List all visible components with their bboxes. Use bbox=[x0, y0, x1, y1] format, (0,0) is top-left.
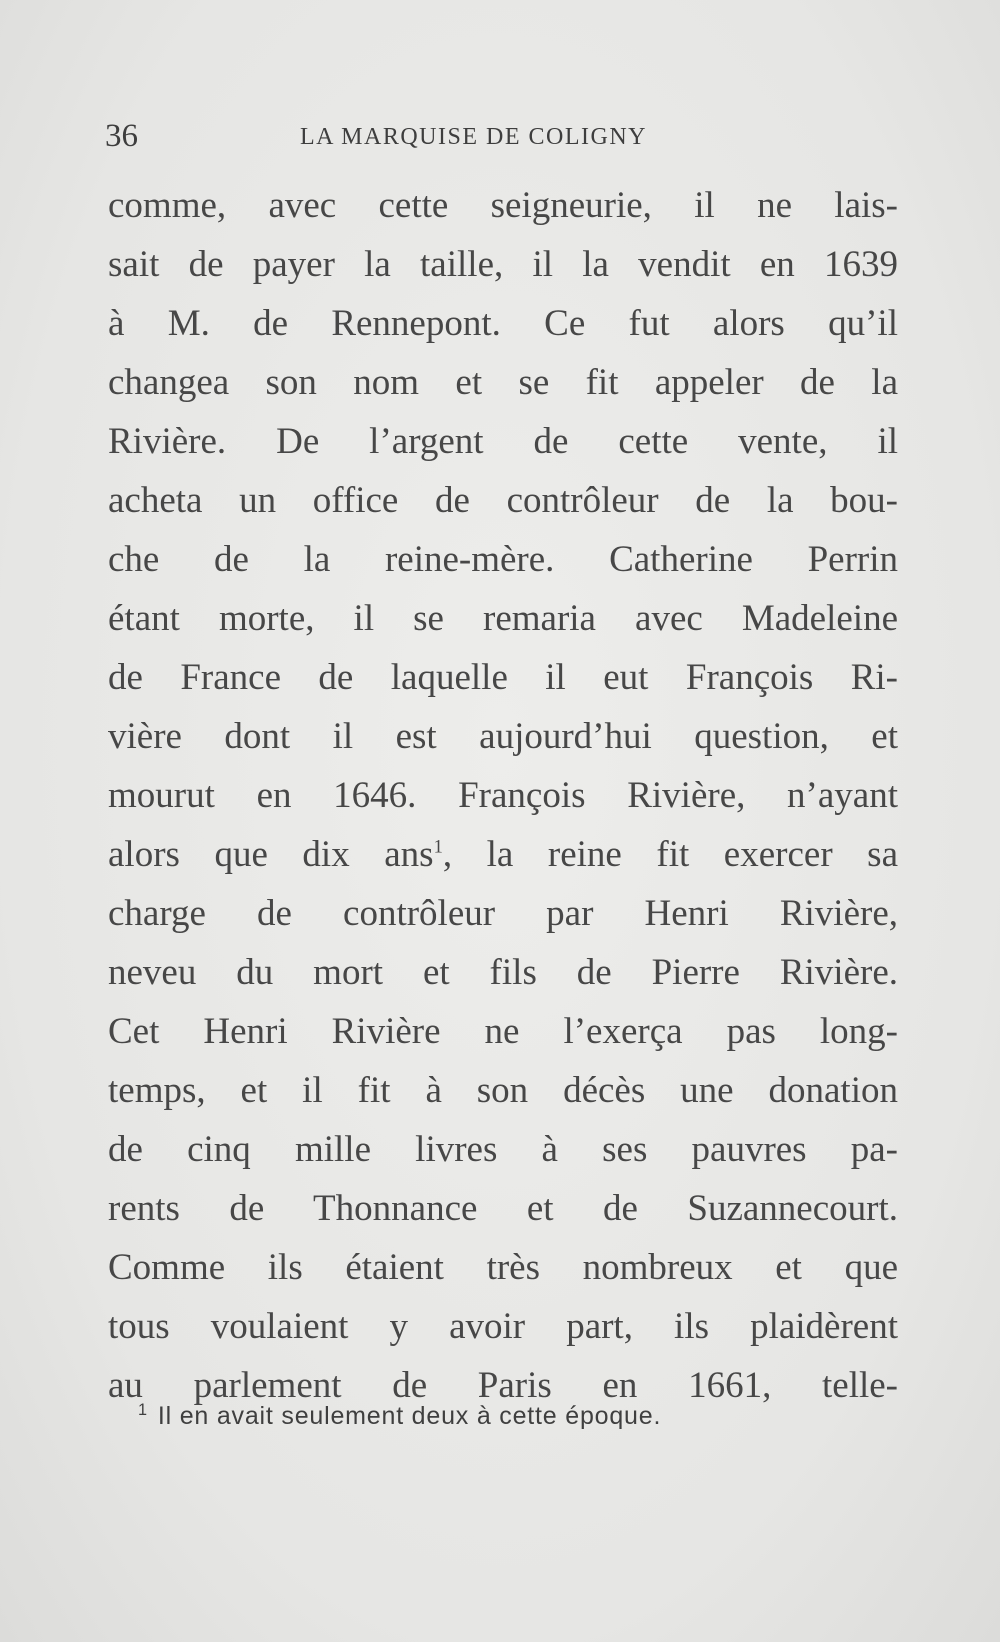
text-line: che de la reine-mère. Catherine Perrin bbox=[108, 539, 898, 580]
text-line: rents de Thonnance et de Suzannecourt. bbox=[108, 1188, 898, 1229]
running-title: LA MARQUISE DE COLIGNY bbox=[300, 124, 647, 150]
text-line: sait de payer la taille, il la vendit en 1639 bbox=[108, 244, 898, 285]
page-number: 36 bbox=[105, 118, 138, 154]
text-line: à M. de Rennepont. Ce fut alors qu’il bbox=[108, 303, 898, 344]
text-line: de France de laquelle il eut François Ri- bbox=[108, 657, 898, 698]
body-text bbox=[108, 176, 898, 1415]
footnote-reference: 1 bbox=[433, 837, 443, 858]
footnote-text: Il en avait seulement deux à cette époque. bbox=[157, 1402, 662, 1430]
text-line: Cet Henri Rivière ne l’exerça pas long- bbox=[108, 1011, 898, 1052]
footnote bbox=[138, 1402, 898, 1431]
text-line: charge de contrôleur par Henri Rivière, bbox=[108, 893, 898, 934]
footnote-marker: 1 bbox=[138, 1400, 148, 1419]
text-line: alors que dix ans$^1$, la reine fit exercer sa bbox=[108, 834, 899, 875]
text-line: Comme ils étaient très nombreux et que bbox=[108, 1247, 898, 1288]
text-line: de cinq mille livres à ses pauvres pa- bbox=[108, 1129, 898, 1170]
running-head bbox=[105, 118, 905, 158]
text-line: vière dont il est aujourd’hui question, et bbox=[108, 716, 898, 757]
text-line: Rivière. De l’argent de cette vente, il bbox=[108, 421, 898, 462]
text-line: au parlement de Paris en 1661, telle- bbox=[108, 1365, 898, 1406]
text-line: neveu du mort et fils de Pierre Rivière. bbox=[108, 952, 898, 993]
text-line: acheta un office de contrôleur de la bou- bbox=[108, 480, 898, 521]
text-line: temps, et il fit à son décès une donation bbox=[108, 1070, 898, 1111]
text-line: étant morte, il se remaria avec Madeleine bbox=[108, 598, 898, 639]
text-line: tous voulaient y avoir part, ils plaidèrent bbox=[108, 1306, 898, 1347]
text-line: comme, avec cette seigneurie, il ne lais- bbox=[108, 185, 898, 226]
text-line: changea son nom et se fit appeler de la bbox=[108, 362, 898, 403]
text-line: mourut en 1646. François Rivière, n’ayant bbox=[108, 775, 898, 816]
